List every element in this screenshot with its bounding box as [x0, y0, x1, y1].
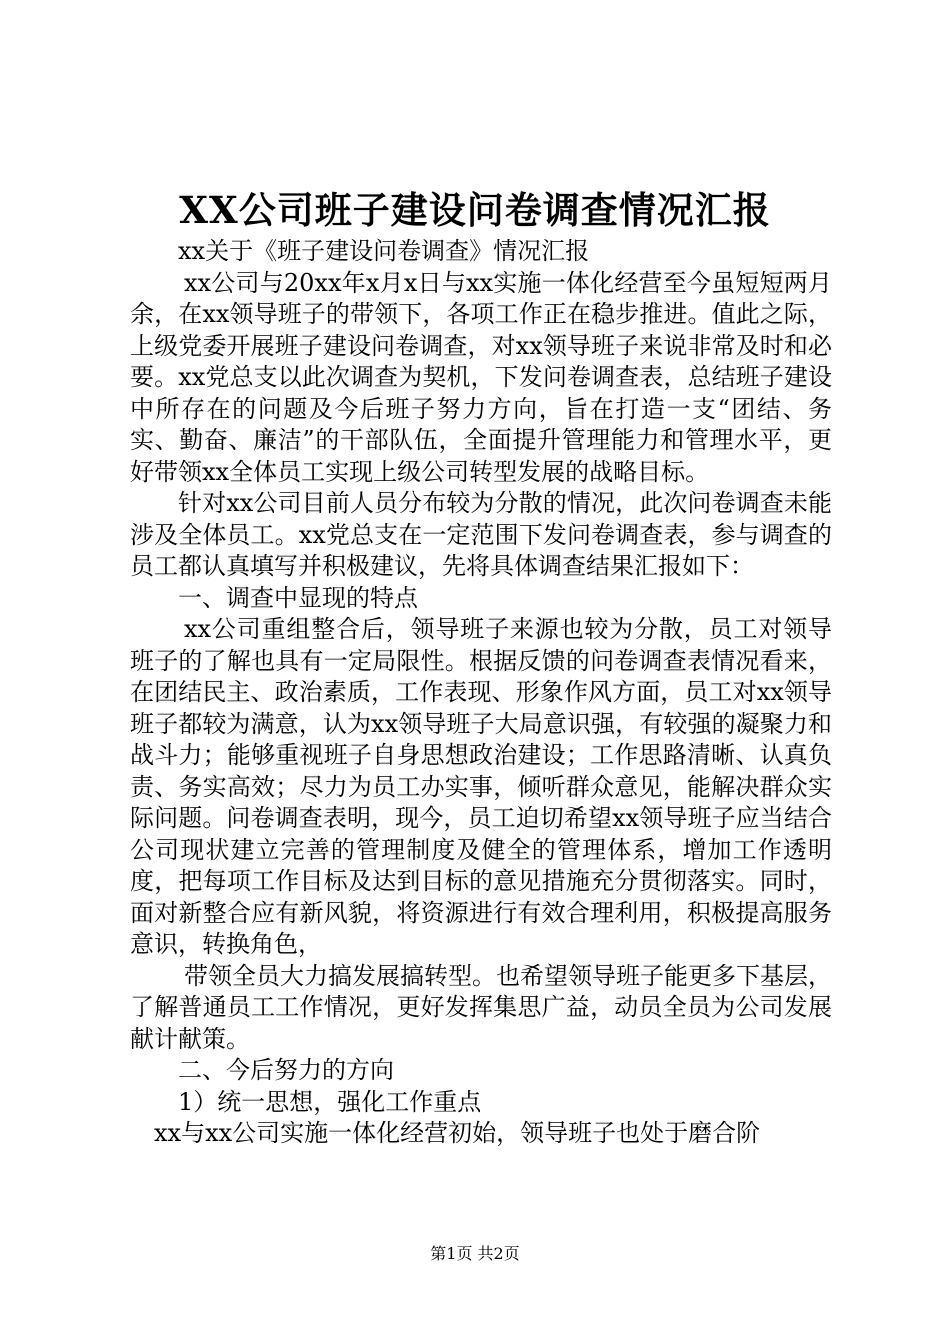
document-title: XX公司班子建设问卷调查情况汇报 — [179, 188, 771, 232]
paragraph-findings: xx公司重组整合后，领导班子来源也较为分散，员工对领导班子的了解也具有一定局限性。根据反馈的问卷调查表情况看来，在团结民主、政治素质，工作表现、形象作风方面，员工对xx领导班子都较为满意，认为xx领导班子大局意识强，有较强的凝聚力和战斗力；能够重视班子自身思想政治建设；工作思路清晰、认真负责、务实高效；尽力为员工办实事，倾听群众意见，能解决群众实际问题。问卷调查表明，现今，员工迫切希望xx领导班子应当结合公司现状建立完善的管理制度及健全的管理体系，增加工作透明度，把每项工作目标及达到目标的意见措施充分贯彻落实。同时，面对新整合应有新风貌，将资源进行有效合理利用，积极提高服务意识，转换角色， — [130, 615, 832, 958]
section-heading-2: 二、今后努力的方向 — [178, 1056, 394, 1084]
section-heading-1: 一、调查中显现的特点 — [178, 583, 418, 612]
paragraph-intro: xx公司与20xx年x月x日与xx实施一体化经营至今虽短短两月余，在xx领导班子的带领下，各项工作正在稳步推进。值此之际，上级党委开展班子建设问卷调查，对xx领导班子来说非常及时和必要。xx党总支以此次调查为契机，下发问卷调查表，总结班子建设中所存在的问题及今后班子努力方向，旨在打造一支“团结、务实、勤奋、廉洁”的干部队伍，全面提升管理能力和管理水平，更好带领xx全体员工实现上级公司转型发展的战略目标。 — [130, 268, 832, 486]
subsection-heading-1: 1）统一思想，强化工作重点 — [178, 1087, 482, 1116]
subtitle-line: xx关于《班子建设问卷调查》情况汇报 — [178, 237, 590, 265]
page-footer: 第1页 共2页 — [430, 1244, 520, 1263]
paragraph-direction: xx与xx公司实施一体化经营初始，领导班子也处于磨合阶 — [154, 1119, 761, 1147]
document-body — [130, 236, 832, 1150]
paragraph-survey-scope: 针对xx公司目前人员分布较为分散的情况，此次问卷调查未能涉及全体员工。xx党总支在一定范围下发问卷调查表，参与调查的员工都认真填写并积极建议，先将具体调查结果汇报如下： — [130, 489, 832, 580]
paragraph-findings-cont: 带领全员大力搞发展搞转型。也希望领导班子能更多下基层，了解普通员工工作情况，更好发挥集思广益，动员全员为公司发展献计献策。 — [130, 961, 832, 1053]
